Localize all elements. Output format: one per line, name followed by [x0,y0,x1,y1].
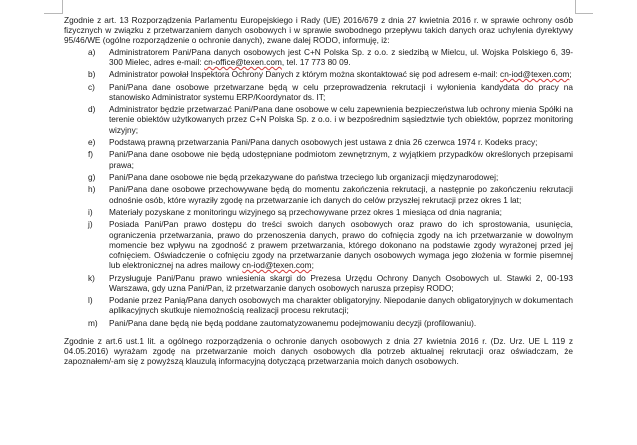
item-letter: d) [88,104,96,115]
item-letter: h) [88,184,96,195]
list-item-k [64,273,573,293]
item-tail: ; [311,260,314,271]
clause-list [64,47,573,328]
list-item-e [64,137,573,147]
list-item-f [64,149,573,169]
consent-paragraph: Zgodnie z art.6 ust.1 lit. a ogólnego rozporządzenia o ochronie danych osobowych z dnia 27 kwietnia 2016 r. (Dz. Urz. UE L 119 z 04.05.2016) wyrażam zgodę na przetwarzanie moich danych osobowych dla potrzeb aktualnej rekrutacji oraz oświadczam, że zapoznałem/-am się z powyższą klauzulą informacyjną dotyczącą przetwarzania moich danych osobowych. [64,335,573,367]
item-letter: j) [88,219,93,230]
item-letter: e) [88,136,96,147]
item-text: Pani/Pana dane osobowe nie będą przekazywane do państwa trzeciego lub organizacji międzynarodowej; [109,171,499,182]
intro-paragraph: Zgodnie z art. 13 Rozporządzenia Parlamentu Europejskiego i Rady (UE) 2016/679 z dnia 27 kwietnia 2016 r. w sprawie ochrony osób fizycznych w związku z przetwarzaniem danych osobowych i w sprawie swobodnego przepływu takich danych oraz uchylenia dyrektywy 95/46/WE (ogólne rozporządzenie o ochronie danych), zwane dalej RODO, informuję, iż: [64,15,573,46]
item-letter: g) [88,171,96,182]
item-text: Posiada Pani/Pan prawo dostępu do treści swoich danych osobowych oraz prawo do ich sprostowania, usunięcia, ograniczenia przetwarzania, prawo do przenoszenia danych, prawo do cofnięcia zgody na ich przetwarzanie w dowolnym momencie bez wpływu na zgodność z prawem przetwarzania, którego dokonano na podstawie zgody wyrażonej przed jej cofnięciem. Oświadczenie o cofnięciu zgody na przetwarzanie danych osobowych wymaga jego złożenia w formie pisemnej lub elektronicznej na adres mailowy [109,219,573,271]
crop-mark-top-left-v [62,0,63,14]
list-item-g [64,172,573,182]
item-letter: f) [88,149,94,160]
crop-mark-top-right [575,13,593,14]
item-letter: k) [88,272,95,283]
item-text: Administratorem Pani/Pana danych osobowych jest C+N Polska Sp. z o.o. z siedzibą w Mielcu, ul. Wojska Polskiego 6, 39-300 Mielec, adres e-mail: [109,46,573,67]
crop-mark-top-right-v [575,0,576,14]
list-item-m [64,318,573,328]
email-link[interactable]: cn-office@texen.com [204,56,282,67]
item-text: Pani/Pana dane osobowe nie będą udostępniane podmiotom zewnętrznym, z wyjątkiem przypadków określonych przepisami prawa; [109,149,573,170]
list-item-j [64,219,573,270]
list-item-c [64,82,573,102]
item-letter: m) [88,317,98,328]
email-link[interactable]: cn-iod@texen.com [242,260,312,271]
document-body [64,15,573,375]
list-item-b [64,69,573,79]
item-letter: i) [88,206,93,217]
item-tail: ; [569,69,572,80]
item-text: Przysługuje Pani/Panu prawo wniesienia skargi do Prezesa Urzędu Ochrony Danych Osobowych ul. Stawki 2, 00-193 Warszawa, gdy uzna Pani/Pan, iż przetwarzanie danych osobowych narusza przepisy RODO; [109,272,573,293]
item-text: Podstawą prawną przetwarzania Pani/Pana danych osobowych jest ustawa z dnia 26 czerwca 1974 r. Kodeks pracy; [109,136,538,147]
list-item-h [64,184,573,204]
item-letter: l) [88,295,93,306]
item-text: Administrator powołał Inspektora Ochrony Danych z którym można skontaktować się pod adresem e-mail: [109,69,501,80]
email-link[interactable]: cn-iod@texen.com [500,69,570,80]
item-letter: c) [88,81,95,92]
item-text: Pani/Pana dane osobowe przetwarzane będą w celu przeprowadzenia rekrutacji i wyłonienia kandydata do pracy na stanowisko Administrator systemu ERP/Koordynator ds. IT; [109,81,573,102]
item-letter: b) [88,69,96,80]
item-tail: , tel. 17 773 80 09. [281,56,351,67]
item-letter: a) [88,46,96,57]
item-text: Pani/Pana dane osobowe przechowywane będą do momentu zakończenia rekrutacji, a następnie po zakończeniu rekrutacji odnośnie osób, które wyraziły zgodę na przetwarzanie ich danych do celów przyszłej rekrutacji przez okres 1 lat; [109,184,573,205]
list-item-l [64,295,573,315]
list-item-a [64,47,573,67]
item-text: Materiały pozyskane z monitoringu wizyjnego są przechowywane przez okres 1 miesiąca od dnia nagrania; [109,206,502,217]
item-text: Pani/Pana dane będą nie będą poddane zautomatyzowanemu podejmowaniu decyzji (profilowaniu). [109,317,477,328]
crop-mark-top-left [44,13,62,14]
item-text: Administrator będzie przetwarzać Pani/Pana dane osobowe w celu zapewnienia bezpieczeństwa lub ochrony mienia Spółki na terenie obiektów użytkowanych przez C+N Polska Sp. z o.o. i w bezpośrednim sąsiedztwie tych obiektów, poprzez monitoring wizyjny; [109,104,573,135]
list-item-d [64,104,573,135]
item-text: Podanie przez Panią/Pana danych osobowych ma charakter obligatoryjny. Niepodanie danych obligatoryjnych w dokumentach aplikacyjnych skutkuje niemożnością realizacji procesu rekrutacji; [109,295,573,316]
list-item-i [64,207,573,217]
